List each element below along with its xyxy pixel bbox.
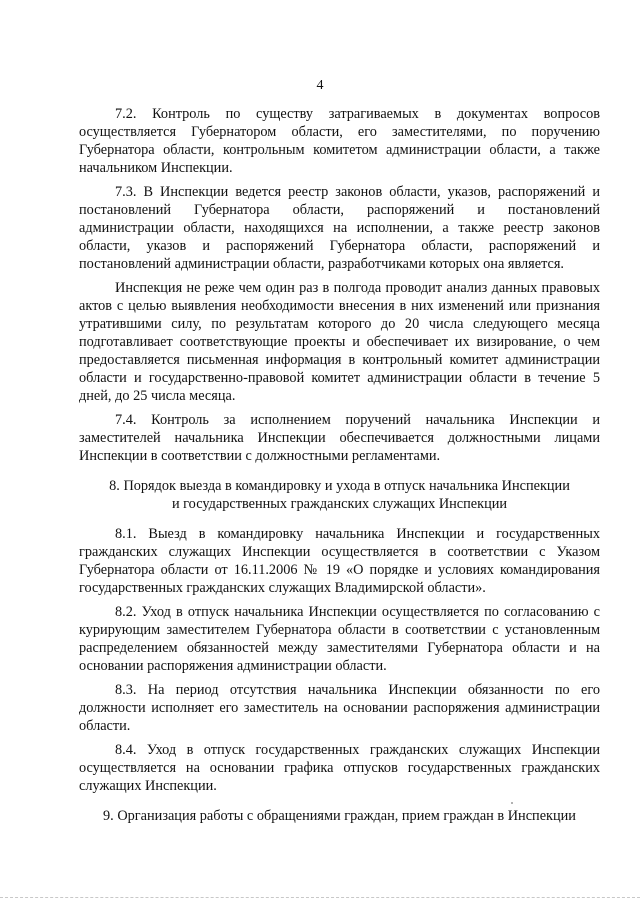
- scan-speck: [511, 802, 513, 804]
- paragraph-8-1: 8.1. Выезд в командировку начальника Инспекции и государственных гражданских служащих Инспекции осуществляется в соответствии с Указом Губернатора области от 16.11.2006 № 19 «О порядке и условиях командирования государственных гражданских служащих Владимирской области».: [79, 526, 600, 596]
- paragraph-7-2: 7.2. Контроль по существу затрагиваемых в документах вопросов осуществляется Губернатором области, его заместителями, по поручению Губернатора области, контрольным комитетом администрации области, а также начальником Инспекции.: [79, 106, 600, 176]
- page-number: 4: [316, 78, 324, 93]
- section-9-heading: 9. Организация работы с обращениями граждан, прием граждан в Инспекции: [103, 808, 576, 824]
- section-8-heading-line-1: 8. Порядок выезда в командировку и ухода в отпуск начальника Инспекции: [109, 478, 570, 494]
- paragraph-7-3-analysis: Инспекция не реже чем один раз в полгода проводит анализ данных правовых актов с целью выявления необходимости внесения в них изменений или признания утратившими силу, по результатам которого до 20 числа следующего месяца подготавливает соответствующие проекты и обеспечивает их визирование, о чем предоставляется письменная информация в контрольный комитет администрации области и государственно-правовой комитет администрации области в течение 5 дней, до 25 числа месяца.: [79, 280, 600, 404]
- paragraph-8-2: 8.2. Уход в отпуск начальника Инспекции осуществляется по согласованию с курирующим заместителем Губернатора области в соответствии с установленным распределением обязанностей между заместителями Губернатора области и на основании распоряжения администрации области.: [79, 604, 600, 674]
- scan-edge-line: [0, 897, 640, 898]
- section-8-heading: [79, 477, 600, 513]
- section-8-heading-line-2: и государственных гражданских служащих Инспекции: [171, 496, 508, 512]
- paragraph-8-4: 8.4. Уход в отпуск государственных гражданских служащих Инспекции осуществляется на основании графика отпусков государственных гражданских служащих Инспекции.: [79, 742, 600, 794]
- document-body: [79, 105, 600, 837]
- paragraph-8-3: 8.3. На период отсутствия начальника Инспекции обязанности по его должности исполняет его заместитель на основании распоряжения администрации области.: [79, 682, 600, 734]
- paragraph-7-3: 7.3. В Инспекции ведется реестр законов области, указов, распоряжений и постановлений Губернатора области, распоряжений и постановлений администрации области, находящихся на исполнении, а также реестр законов области, указов и распоряжений Губернатора области, распоряжений и постановлений администрации области, разработчиками которых она является.: [79, 184, 600, 272]
- paragraph-7-4: 7.4. Контроль за исполнением поручений начальника Инспекции и заместителей начальника Инспекции обеспечивается должностными лицами Инспекции в соответствии с должностными регламентами.: [79, 412, 600, 464]
